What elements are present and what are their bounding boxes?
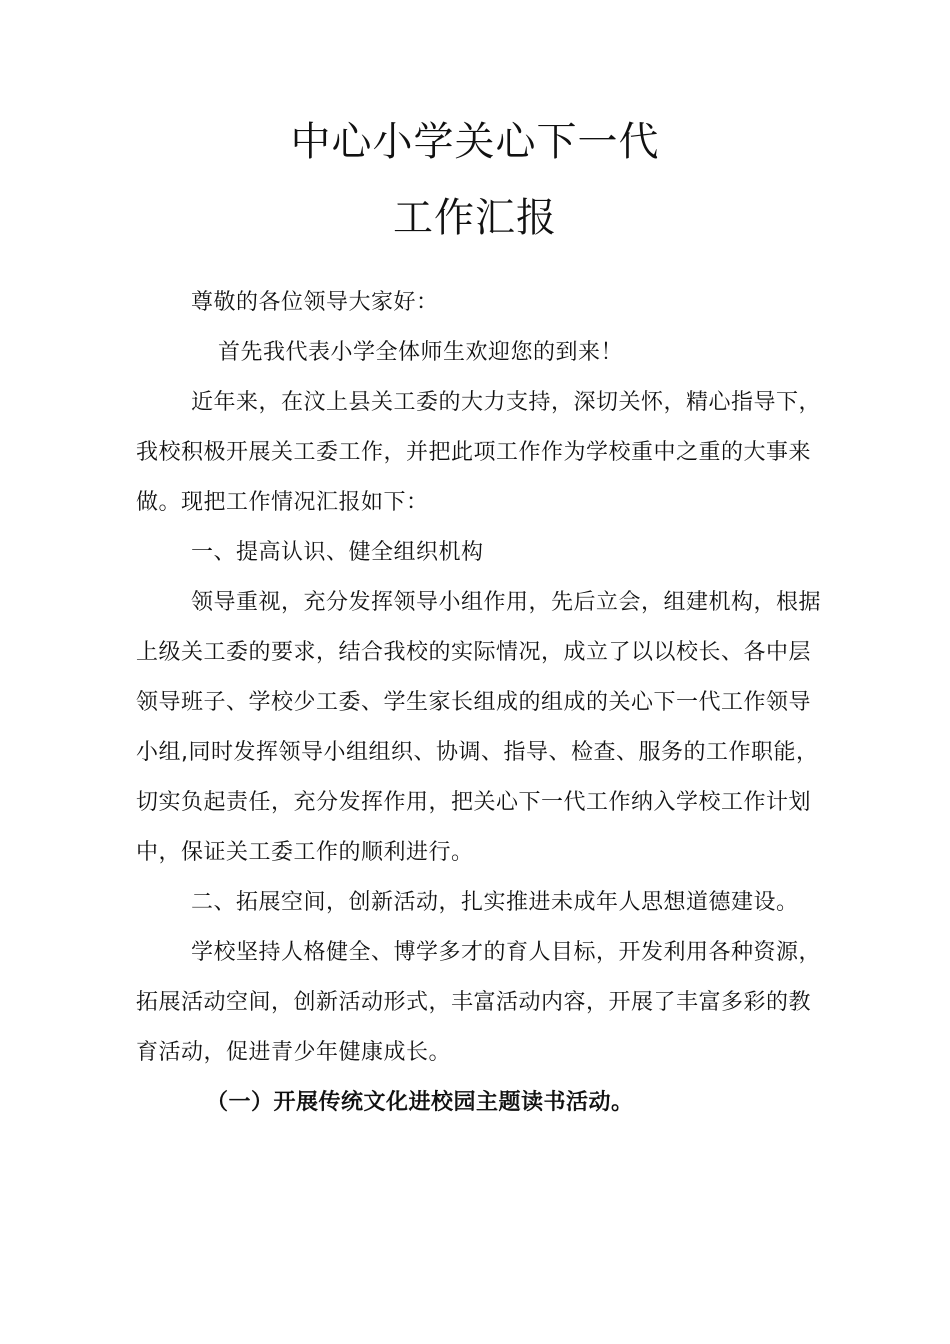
section-1-paragraph: 领导重视，充分发挥领导小组作用，先后立会，组建机构，根据上级关工委的要求，结合我校的实际情况，成立了以以校长、各中层领导班子、学校少工委、学生家长组成的组成的关心下一代工作领导小组,同时发挥领导小组组织、协调、指导、检查、服务的工作职能，切实负起责任，充分发挥作用，把关心下一代工作纳入学校工作计划中，保证关工委工作的顺利进行。 (136, 590, 822, 865)
section-1-heading: 一、提高认识、健全组织机构 (191, 540, 484, 565)
document-title-line-2: 工作汇报 (393, 195, 557, 241)
document-body (136, 278, 826, 1128)
intro-paragraph: 近年来，在汶上县关工委的大力支持，深切关怀，精心指导下，我校积极开展关工委工作，并把此项工作作为学校重中之重的大事来做。现把工作情况汇报如下： (136, 390, 822, 515)
section-2-heading: 二、拓展空间，创新活动，扎实推进未成年人思想道德建设。 (191, 890, 799, 915)
welcome-paragraph: 首先我代表小学全体师生欢迎您的到来！ (218, 340, 624, 365)
subsection-1-heading: （一）开展传统文化进校园主题读书活动。 (206, 1090, 634, 1115)
greeting-paragraph: 尊敬的各位领导大家好： (191, 290, 439, 315)
section-2-paragraph: 学校坚持人格健全、博学多才的育人目标，开发利用各种资源，拓展活动空间，创新活动形式，丰富活动内容，开展了丰富多彩的教育活动，促进青少年健康成长。 (136, 940, 822, 1065)
document-title-line-1: 中心小学关心下一代 (290, 119, 660, 165)
